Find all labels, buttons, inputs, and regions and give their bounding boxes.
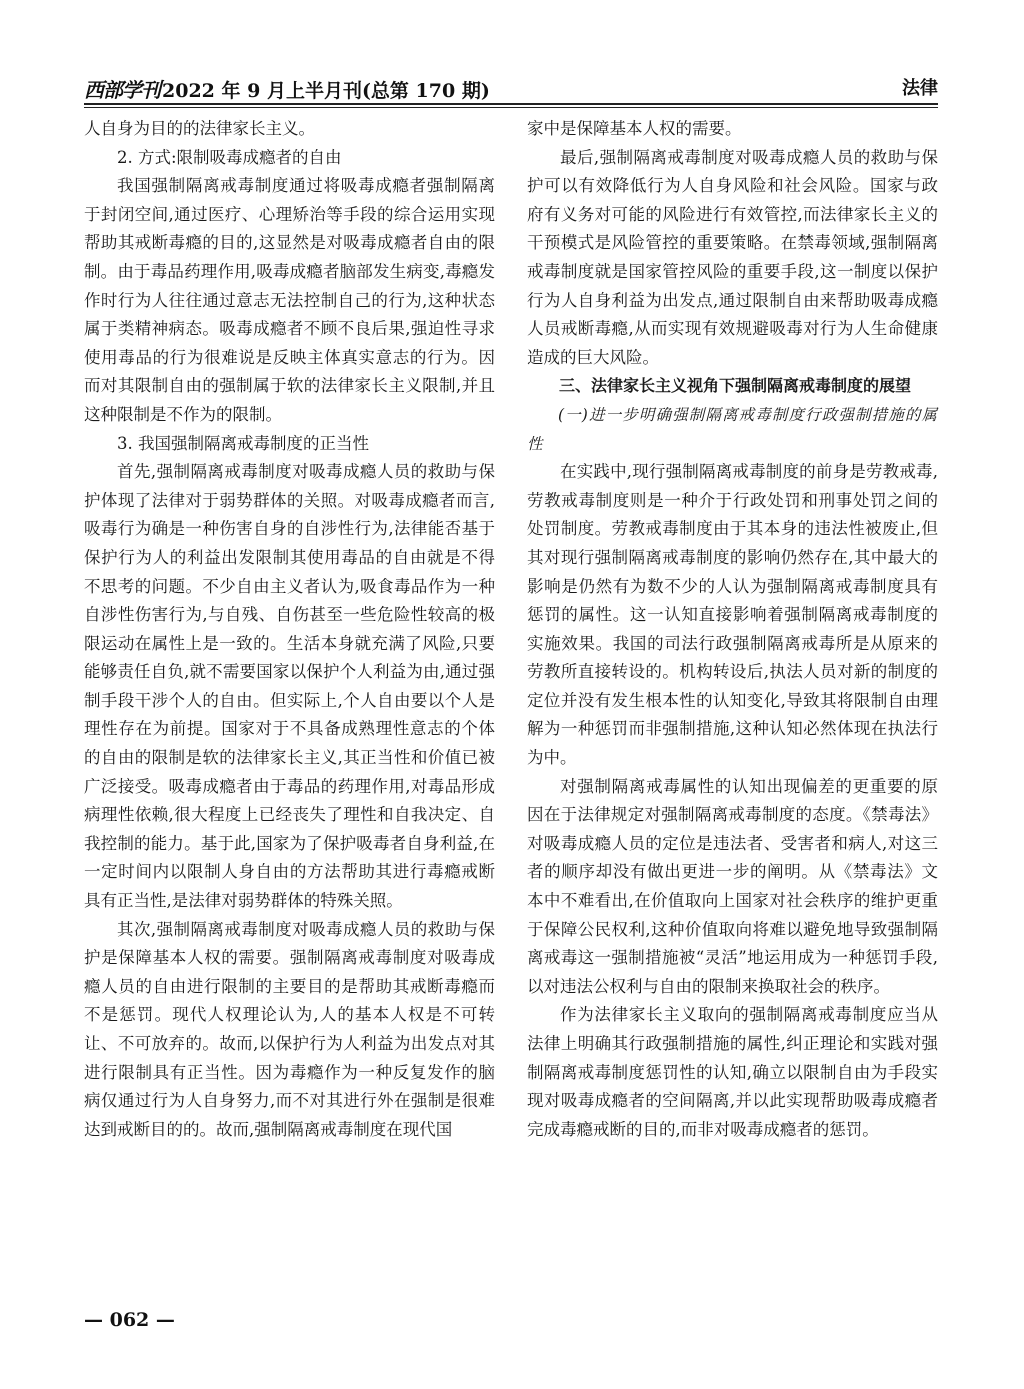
running-header [84, 70, 938, 106]
subheading: 2. 方式:限制吸毒成瘾者的自由 [117, 147, 342, 167]
paragraph: 最后,强制隔离戒毒制度对吸毒成瘾人员的救助与保护可以有效降低行为人自身风险和社会风险。国家与政府有义务对可能的风险进行有效管控,而法律家长主义的干预模式是风险管控的重要策略。在禁毒领域,强制隔离戒毒制度就是国家管控风险的重要手段,这一制度以保护行为人自身利益为出发点,通过限制自由来帮助吸毒成瘾人员戒断毒瘾,从而实现有效规避吸毒对行为人生命健康造成的巨大风险。 [527, 147, 938, 367]
masthead [84, 74, 490, 103]
paragraph: 我国强制隔离戒毒制度通过将吸毒成瘾者强制隔离于封闭空间,通过医疗、心理矫治等手段的综合运用实现帮助其戒断毒瘾的目的,这显然是对吸毒成瘾者自由的限制。由于毒品药理作用,吸毒成瘾者脑部发生病变,毒瘾发作时行为人往往通过意志无法控制自己的行为,这种状态属于类精神病态。吸毒成瘾者不顾不良后果,强迫性寻求使用毒品的行为很难说是反映主体真实意志的行为。因而对其限制自由的强制属于软的法律家长主义限制,并且这种限制是不作为的限制。 [84, 176, 495, 424]
subsection-heading: (一)进一步明确强制隔离戒毒制度行政强制措施的属性 [527, 405, 938, 453]
right-column [527, 115, 938, 1144]
paragraph: 作为法律家长主义取向的强制隔离戒毒制度应当从法律上明确其行政强制措施的属性,纠正理论和实践对强制隔离戒毒制度惩罚性的认知,确立以限制自由为手段实现对吸毒成瘾者的空间隔离,并以此实现帮助吸毒成瘾者完成毒瘾戒断的目的,而非对吸毒成瘾者的惩罚。 [527, 1005, 938, 1139]
section-label: 法律 [902, 78, 938, 99]
journal-logo: 西部学刊 [84, 78, 160, 102]
paragraph: 家中是保障基本人权的需要。 [527, 119, 742, 138]
subheading: 3. 我国强制隔离戒毒制度的正当性 [117, 433, 369, 453]
paragraph: 在实践中,现行强制隔离戒毒制度的前身是劳教戒毒,劳教戒毒制度则是一种介于行政处罚和刑事处罚之间的处罚制度。劳教戒毒制度由于其本身的违法性被废止,但其对现行强制隔离戒毒制度的影响仍然存在,其中最大的影响是仍然有为数不少的人认为强制隔离戒毒制度具有惩罚的属性。这一认知直接影响着强制隔离戒毒制度的实施效果。我国的司法行政强制隔离戒毒所是从原来的劳教所直接转设的。机构转设后,执法人员对新的制度的定位并没有发生根本性的认知变化,导致其将限制自由理解为一种惩罚而非强制措施,这种认知必然体现在执法行为中。 [527, 462, 938, 768]
paragraph: 其次,强制隔离戒毒制度对吸毒成瘾人员的救助与保护是保障基本人权的需要。强制隔离戒毒制度对吸毒成瘾人员的自由进行限制的主要目的是帮助其戒断毒瘾而不是惩罚。现代人权理论认为,人的基本人权是不可转让、不可放弃的。故而,以保护行为人利益为出发点对其进行限制具有正当性。因为毒瘾作为一种反复发作的脑病仅通过行为人自身努力,而不对其进行外在强制是很难达到戒断目的的。故而,强制隔离戒毒制度在现代国 [84, 919, 495, 1139]
left-column [84, 115, 495, 1144]
paragraph: 人自身为目的的法律家长主义。 [84, 119, 315, 138]
paragraph: 对强制隔离戒毒属性的认知出现偏差的更重要的原因在于法律规定对强制隔离戒毒制度的态度。《禁毒法》对吸毒成瘾人员的定位是违法者、受害者和病人,对这三者的顺序却没有做出更进一步的阐明。从《禁毒法》文本中不难看出,在价值取向上国家对社会秩序的维护更重于保障公民权利,这种价值取向将难以避免地导致强制隔离戒毒这一强制措施被“灵活”地运用成为一种惩罚手段,以对违法公权利与自由的限制来换取社会的秩序。 [527, 776, 938, 996]
paragraph: 首先,强制隔离戒毒制度对吸毒成瘾人员的救助与保护体现了法律对于弱势群体的关照。对吸毒成瘾者而言,吸毒行为确是一种伤害自身的自涉性行为,法律能否基于保护行为人的利益出发限制其使用毒品的自由就是不得不思考的问题。不少自由主义者认为,吸食毒品作为一种自涉性伤害行为,与自残、自伤甚至一些危险性较高的极限运动在属性上是一致的。生活本身就充满了风险,只要能够责任自负,就不需要国家以保护个人利益为由,通过强制手段干涉个人的自由。但实际上,个人自由要以个人是理性存在为前提。国家对于不具备成熟理性意志的个体的自由的限制是软的法律家长主义,其正当性和价值已被广泛接受。吸毒成瘾者由于毒品的药理作用,对毒品形成病理性依赖,很大程度上已经丧失了理性和自我决定、自我控制的能力。基于此,国家为了保护吸毒者自身利益,在一定时间内以限制人身自由的方法帮助其进行毒瘾戒断具有正当性,是法律对弱势群体的特殊关照。 [84, 462, 495, 911]
section-heading: 三、法律家长主义视角下强制隔离戒毒制度的展望 [559, 376, 912, 396]
header-rule-thick [84, 103, 938, 105]
header-rule-thin [84, 107, 938, 108]
issue-info: 2022 年 9 月上半月刊(总第 170 期) [162, 80, 490, 102]
page-number: — 062 — [84, 1309, 175, 1331]
